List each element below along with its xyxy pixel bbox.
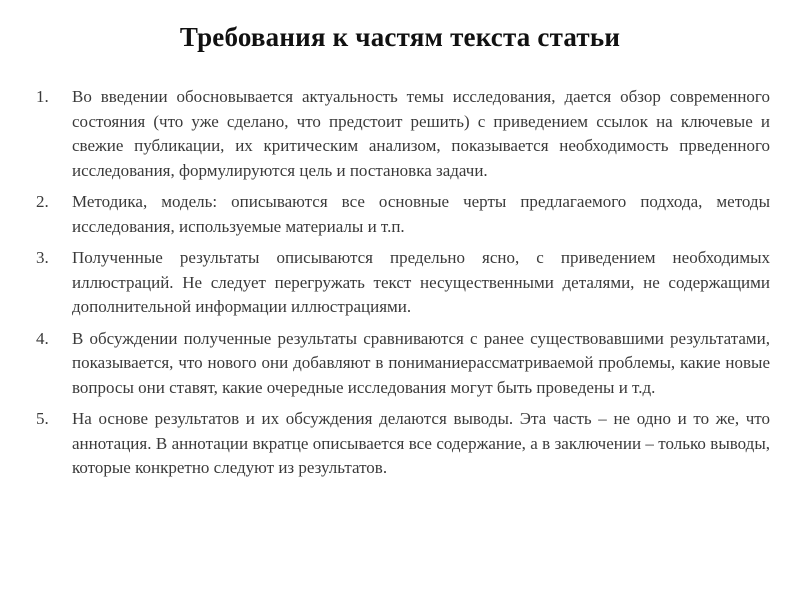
list-item xyxy=(30,246,770,320)
requirements-list xyxy=(30,85,770,488)
list-item-text: На основе результатов и их обсуждения делаются выводы. Эта часть – не одно и то же, что аннотация. В аннотации вкратце описывается все содержание, а в заключении – только выводы, которые конкретно следуют из результатов. xyxy=(72,409,770,477)
list-item-number: 3. xyxy=(36,248,49,267)
list-item xyxy=(30,85,770,183)
list-item-text: Полученные результаты описываются предельно ясно, с приведением необходимых иллюстраций. Не следует перегружать текст несущественными деталями, не содержащими дополнительной информации иллюстрациями. xyxy=(72,248,770,316)
list-item-number: 4. xyxy=(36,328,49,348)
list-item-number: 2. xyxy=(36,192,49,211)
list-item-text: Во введении обосновывается актуальность темы исследования, дается обзор современного состояния (что уже сделано, что предстоит решить) с приведением ссылок на ключевые и свежие публикации, их критическим анализом, показывается необходимость прведенного исследования, формулируются цель и постановка задачи. xyxy=(72,87,770,180)
list-item xyxy=(30,190,770,239)
list-item-number: 5. xyxy=(36,409,49,428)
list-item-number: 1. xyxy=(36,87,49,106)
slide-title: Требования к частям текста статьи xyxy=(179,22,621,52)
list-item xyxy=(30,407,770,481)
list-item xyxy=(30,327,770,401)
list-item-text: В обсуждении полученные результаты сравниваются с ранее существовавшими результатами, показывается, что нового они добавляют в пониманиерассматриваемой проблемы, какие новые вопросы они ставят, какие очередные исследования могут быть проведены и т.д. xyxy=(72,328,770,397)
list-item-text: Методика, модель: описываются все основные черты предлагаемого подхода, методы исследования, используемые материалы и т.п. xyxy=(72,192,770,236)
